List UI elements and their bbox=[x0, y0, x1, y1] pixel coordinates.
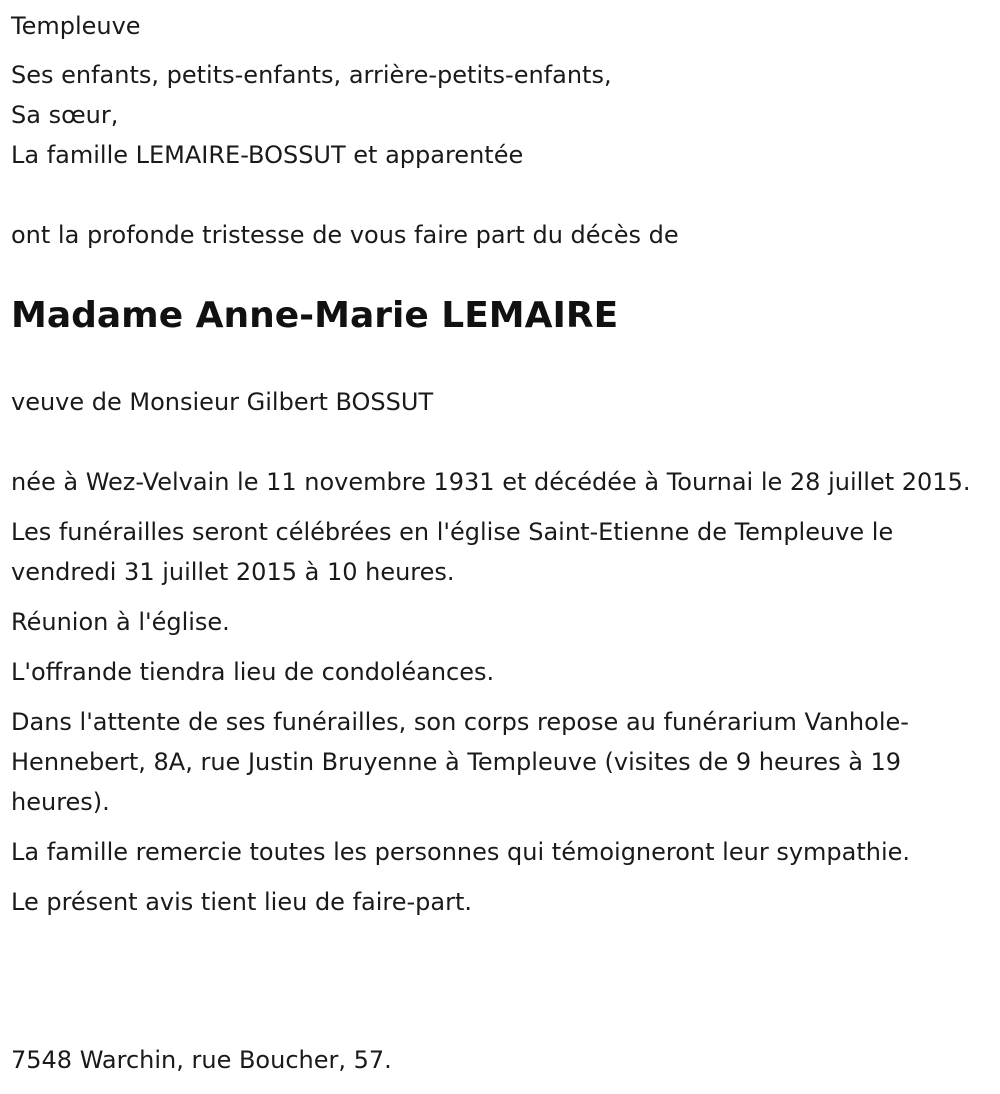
offering-paragraph: L'offrande tiendra lieu de condoléances. bbox=[11, 658, 495, 686]
family-line-relatives: La famille LEMAIRE-BOSSUT et apparentée bbox=[11, 141, 524, 169]
rest-paragraph: Dans l'attente de ses funérailles, son corps repose au funérarium Vanhole-Hennebert, 8A, rue Justin Bruyenne à Templeuve (visites de 9 heures à 19 heures). bbox=[11, 708, 909, 816]
family-line-sister: Sa sœur, bbox=[11, 101, 119, 129]
thanks-paragraph: La famille remercie toutes les personnes qui témoigneront leur sympathie. bbox=[11, 838, 911, 866]
birth-death-paragraph: née à Wez-Velvain le 11 novembre 1931 et décédée à Tournai le 28 juillet 2015. bbox=[11, 468, 971, 496]
deceased-name: Madame Anne-Marie LEMAIRE bbox=[11, 295, 619, 336]
funeral-paragraph: Les funérailles seront célébrées en l'église Saint-Etienne de Templeuve le vendredi 31 juillet 2015 à 10 heures. bbox=[11, 518, 894, 586]
notice-paragraph: Le présent avis tient lieu de faire-part. bbox=[11, 888, 473, 916]
family-line-children: Ses enfants, petits-enfants, arrière-petits-enfants, bbox=[11, 61, 612, 89]
spouse-line: veuve de Monsieur Gilbert BOSSUT bbox=[11, 388, 434, 416]
town-heading: Templeuve bbox=[11, 12, 141, 40]
details-block bbox=[11, 462, 986, 932]
announcement-text: ont la profonde tristesse de vous faire part du décès de bbox=[11, 221, 679, 249]
meeting-paragraph: Réunion à l'église. bbox=[11, 608, 230, 636]
address-line: 7548 Warchin, rue Boucher, 57. bbox=[11, 1046, 392, 1074]
